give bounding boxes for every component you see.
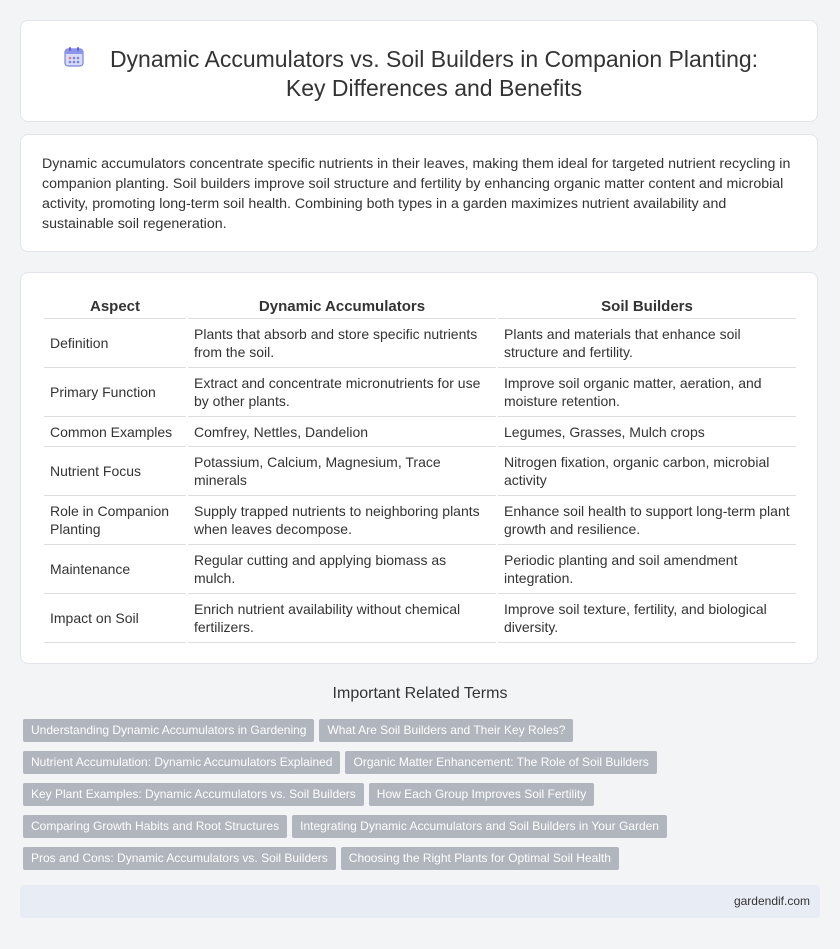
related-term-link[interactable]: Pros and Cons: Dynamic Accumulators vs. Soil Builders — [23, 847, 336, 870]
header-dynamic-accumulators: Dynamic Accumulators — [188, 295, 496, 319]
row-aspect: Definition — [44, 319, 186, 368]
row-aspect: Nutrient Focus — [44, 447, 186, 496]
footer — [20, 885, 820, 918]
related-term-link[interactable]: Choosing the Right Plants for Optimal Soil Health — [341, 847, 619, 870]
row-soil-builders: Periodic planting and soil amendment integration. — [498, 545, 796, 594]
table-row — [44, 594, 796, 643]
row-dynamic-accumulators: Extract and concentrate micronutrients for use by other plants. — [188, 368, 496, 417]
header-card — [20, 20, 818, 122]
row-soil-builders: Improve soil texture, fertility, and biological diversity. — [498, 594, 796, 643]
intro-paragraph: Dynamic accumulators concentrate specific nutrients in their leaves, making them ideal for targeted nutrient recycling in companion planting. Soil builders improve soil structure and fertility by enhancing organic matter content and microbial activity, promoting long-term soil health. Combining both types in a garden maximizes nutrient availability and sustainable soil regeneration. — [42, 156, 791, 232]
related-term-link[interactable]: Comparing Growth Habits and Root Structures — [23, 815, 287, 838]
row-dynamic-accumulators: Comfrey, Nettles, Dandelion — [188, 417, 496, 447]
page-title-line2: Key Differences and Benefits — [285, 75, 583, 101]
row-dynamic-accumulators: Potassium, Calcium, Magnesium, Trace minerals — [188, 447, 496, 496]
intro-card — [20, 134, 818, 252]
header-aspect: Aspect — [44, 295, 186, 319]
related-term-link[interactable]: Integrating Dynamic Accumulators and Soil Builders in Your Garden — [292, 815, 667, 838]
table-row — [44, 368, 796, 417]
row-soil-builders: Improve soil organic matter, aeration, and moisture retention. — [498, 368, 796, 417]
related-terms-title: Important Related Terms — [332, 685, 508, 702]
comparison-table — [42, 295, 798, 643]
row-dynamic-accumulators: Regular cutting and applying biomass as mulch. — [188, 545, 496, 594]
table-row — [44, 319, 796, 368]
related-term-link[interactable]: Nutrient Accumulation: Dynamic Accumulators Explained — [23, 751, 340, 774]
page-title — [21, 45, 817, 103]
related-term-link[interactable]: Organic Matter Enhancement: The Role of Soil Builders — [345, 751, 656, 774]
related-term-link[interactable]: Key Plant Examples: Dynamic Accumulators vs. Soil Builders — [23, 783, 364, 806]
page-title-line1: Dynamic Accumulators vs. Soil Builders in Companion Planting: — [109, 46, 759, 72]
footer-site-link[interactable]: gardendif.com — [733, 894, 810, 908]
row-soil-builders: Enhance soil health to support long-term plant growth and resilience. — [498, 496, 796, 545]
table-header-row — [44, 295, 796, 319]
table-row — [44, 447, 796, 496]
table-row — [44, 417, 796, 447]
row-aspect: Common Examples — [44, 417, 186, 447]
row-aspect: Role in Companion Planting — [44, 496, 186, 545]
row-soil-builders: Legumes, Grasses, Mulch crops — [498, 417, 796, 447]
row-dynamic-accumulators: Plants that absorb and store specific nutrients from the soil. — [188, 319, 496, 368]
comparison-card — [20, 272, 818, 664]
row-dynamic-accumulators: Enrich nutrient availability without chemical fertilizers. — [188, 594, 496, 643]
row-aspect: Maintenance — [44, 545, 186, 594]
row-soil-builders: Plants and materials that enhance soil structure and fertility. — [498, 319, 796, 368]
table-row — [44, 545, 796, 594]
related-term-link[interactable]: Understanding Dynamic Accumulators in Gardening — [23, 719, 314, 742]
table-row — [44, 496, 796, 545]
related-term-link[interactable]: What Are Soil Builders and Their Key Roles? — [319, 719, 573, 742]
header-soil-builders: Soil Builders — [498, 295, 796, 319]
related-terms-list — [23, 719, 823, 879]
related-term-link[interactable]: How Each Group Improves Soil Fertility — [369, 783, 594, 806]
row-aspect: Impact on Soil — [44, 594, 186, 643]
row-soil-builders: Nitrogen fixation, organic carbon, microbial activity — [498, 447, 796, 496]
row-aspect: Primary Function — [44, 368, 186, 417]
row-dynamic-accumulators: Supply trapped nutrients to neighboring plants when leaves decompose. — [188, 496, 496, 545]
